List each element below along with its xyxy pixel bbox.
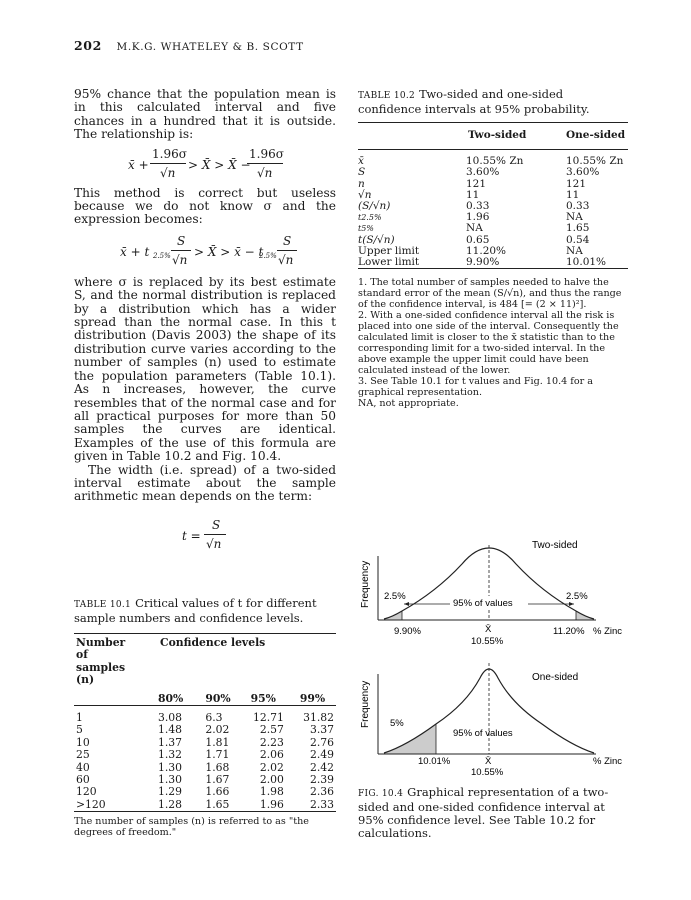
eq2-lhs: x̄ + t: [120, 244, 150, 259]
table-row: S 3.60% 3.60%: [358, 166, 600, 179]
bottom-title: One-sided: [532, 672, 579, 683]
top-right-tail-label: 2.5%: [566, 591, 588, 602]
top-arrowhead-left: [404, 602, 409, 606]
eq2-num2: S: [283, 233, 292, 248]
level-99: 99%: [299, 691, 326, 705]
table-row: Lower limit 9.90% 10.01%: [358, 256, 607, 269]
eq3-den: √n: [206, 536, 222, 551]
figure-10-4: [356, 536, 646, 786]
paragraph-2: This method is correct but useless because we do not know σ and the expression becomes:: [74, 185, 336, 227]
top-upper-label: 11.20%: [553, 626, 585, 637]
table-10-1-caption-text: Critical values of t for different sample numbers and confidence levels.: [74, 596, 317, 625]
table-row: √n 11 11: [358, 188, 580, 201]
table-header-row: [74, 634, 336, 687]
bottom-lower-label: 10.01%: [418, 756, 451, 767]
equation-3: [74, 518, 336, 554]
eq1-lhs: x̄ +: [128, 157, 149, 172]
table-10-2-label: TABLE 10.2: [358, 91, 416, 101]
equation-1: [74, 147, 336, 183]
eq2-num1: S: [177, 233, 186, 248]
top-y-label: Frequency: [360, 560, 371, 608]
level-95: 95%: [250, 691, 276, 705]
eq1-mid: > X̄ > X̄ −: [188, 157, 251, 172]
eq1-bar2: [247, 163, 283, 164]
note-2: 2. With a one-sided confidence interval all the risk is placed into one side of the interval. Consequently the calculated limit is closer to the x̄ statistic than to the corresponding limit for a two-sided interval. In the above example the upper limit could have been calculated instead of the lower.: [358, 310, 619, 377]
eq2-bar1: [171, 250, 191, 251]
table-row: x̄ 10.55% Zn 10.55% Zn: [358, 155, 624, 168]
page-number: 202: [74, 38, 102, 53]
eq1-den1: √n: [160, 165, 176, 180]
figure-label: FIG. 10.4: [358, 789, 404, 799]
note-na: NA, not appropriate.: [358, 398, 459, 410]
top-lower-label: 9.90%: [394, 626, 421, 637]
one-sided-header: One-sided: [566, 129, 626, 141]
table-10-2-header: [358, 123, 628, 150]
figure-10-4-caption: [358, 786, 634, 840]
figure-svg: [356, 536, 646, 786]
equation-2: [74, 234, 336, 270]
eq2-bar2: [277, 250, 297, 251]
eq3-num: S: [212, 517, 221, 532]
bottom-unit-label: % Zinc: [593, 756, 623, 767]
table-10-1: [74, 597, 336, 838]
figure-caption-text: Graphical representation of a two-sided and one-sided confidence interval at 95% confidence level. See Table 10.2 for calculations.: [358, 785, 609, 840]
note-3: 3. See Table 10.1 for t values and Fig. 10.4 for a graphical representation.: [358, 376, 593, 399]
eq1-bar1: [150, 163, 186, 164]
eq2-den2: √n: [278, 252, 294, 267]
table-row: 25 1.32 1.71 2.06 2.49: [76, 748, 334, 762]
table-row: >120 1.28 1.65 1.96 2.33: [76, 797, 334, 811]
bottom-mean-symbol: X̄: [485, 756, 492, 767]
table-10-1-footnote: The number of samples (n) is referred to as "the degrees of freedom.": [74, 816, 309, 839]
level-90: 90%: [205, 691, 231, 705]
running-authors: M.K.G. WHATELEY & B. SCOTT: [116, 41, 304, 53]
table-10-2-grid: [358, 122, 628, 275]
top-left-tail-label: 2.5%: [384, 591, 406, 602]
table-10-2-caption-text: Two-sided and one-sided confidence intervals at 95% probability.: [358, 87, 590, 116]
top-mean-label: 10.55%: [471, 636, 504, 647]
bottom-y-label: Frequency: [360, 680, 371, 728]
top-arrowhead-right: [569, 602, 574, 606]
table-row: t5% NA 1.65: [358, 222, 590, 235]
paragraph-1: 95% chance that the population mean is in this calculated interval and five chances in a hundred that it is outside. The relationship is:: [74, 87, 336, 142]
top-unit-label: % Zinc: [593, 626, 623, 637]
table-10-2-caption: [358, 88, 628, 116]
right-column: [358, 88, 628, 409]
table-10-1-caption: [74, 597, 336, 625]
two-sided-header: Two-sided: [468, 129, 527, 141]
table-row: n 121 121: [358, 177, 587, 190]
table-row: 120 1.29 1.66 1.98 2.36: [76, 785, 334, 799]
eq2-sub2: 2.5%: [259, 251, 277, 260]
top-mean-symbol: X̄: [485, 624, 492, 635]
table-row: 60 1.30 1.67 2.00 2.39: [76, 773, 334, 787]
table-row: Upper limit 11.20% NA: [358, 244, 583, 257]
top-title: Two-sided: [532, 540, 578, 551]
table-row: 5 1.48 2.02 2.57 3.37: [76, 723, 334, 737]
table-10-1-label: TABLE 10.1: [74, 600, 132, 610]
eq2-den1: √n: [172, 252, 188, 267]
paragraph-3: where σ is replaced by its best estimate S, and the normal distribution is replaced by a distribution which has a wider spread than the normal case. In this t distribution (Davis 2003) the shape of its distribution curve varies according to the number of samples (n) used to estimate the population parameters (Table 10.1). As n increases, however, the curve resembles that of the normal case and for all practical purposes for more than 50 samples the curves are identical. Examples of the use of this formula are given in Table 10.2 and Fig. 10.4.: [74, 274, 336, 464]
eq1-den2: √n: [257, 165, 273, 180]
eq1-num1: 1.96σ: [152, 146, 187, 161]
top-center-label: 95% of values: [453, 598, 513, 609]
table-row: t(S/√n) 0.65 0.54: [358, 233, 590, 246]
table-row: 10 1.37 1.81 2.23 2.76: [76, 735, 334, 749]
running-header: [74, 38, 304, 53]
levels-row: [74, 687, 336, 706]
table-row: t2.5% 1.96 NA: [358, 211, 583, 224]
eq2-mid: > X̄ > x̄ − t: [194, 244, 264, 259]
eq3-lhs: t =: [182, 528, 201, 543]
table-row: 40 1.30 1.68 2.02 2.42: [76, 760, 334, 774]
samples-header: Number of samples (n): [76, 636, 126, 687]
table-row: 1 3.08 6.3 12.71 31.82: [76, 711, 334, 725]
eq3-bar: [204, 534, 226, 535]
levels-header: Confidence levels: [160, 636, 266, 649]
paragraph-4: The width (i.e. spread) of a two-sided interval estimate about the sample arithmetic mean depends on the term:: [74, 462, 336, 504]
note-1: 1. The total number of samples needed to halve the standard error of the mean (S/√n), and thus the range of the confidence interval, is 484 [= (2 × 11)²].: [358, 277, 622, 311]
bottom-left-tail-label: 5%: [390, 718, 404, 729]
bottom-center-label: 95% of values: [453, 728, 513, 739]
table-10-1-grid: [74, 633, 336, 816]
table-10-2-notes: [358, 277, 628, 409]
level-80: 80%: [158, 691, 184, 705]
eq1-num2: 1.96σ: [249, 146, 284, 161]
left-column: [74, 87, 336, 839]
table-row: (S/√n) 0.33 0.33: [358, 200, 590, 213]
eq2-sub1: 2.5%: [153, 251, 171, 260]
bottom-mean-label: 10.55%: [471, 767, 504, 778]
